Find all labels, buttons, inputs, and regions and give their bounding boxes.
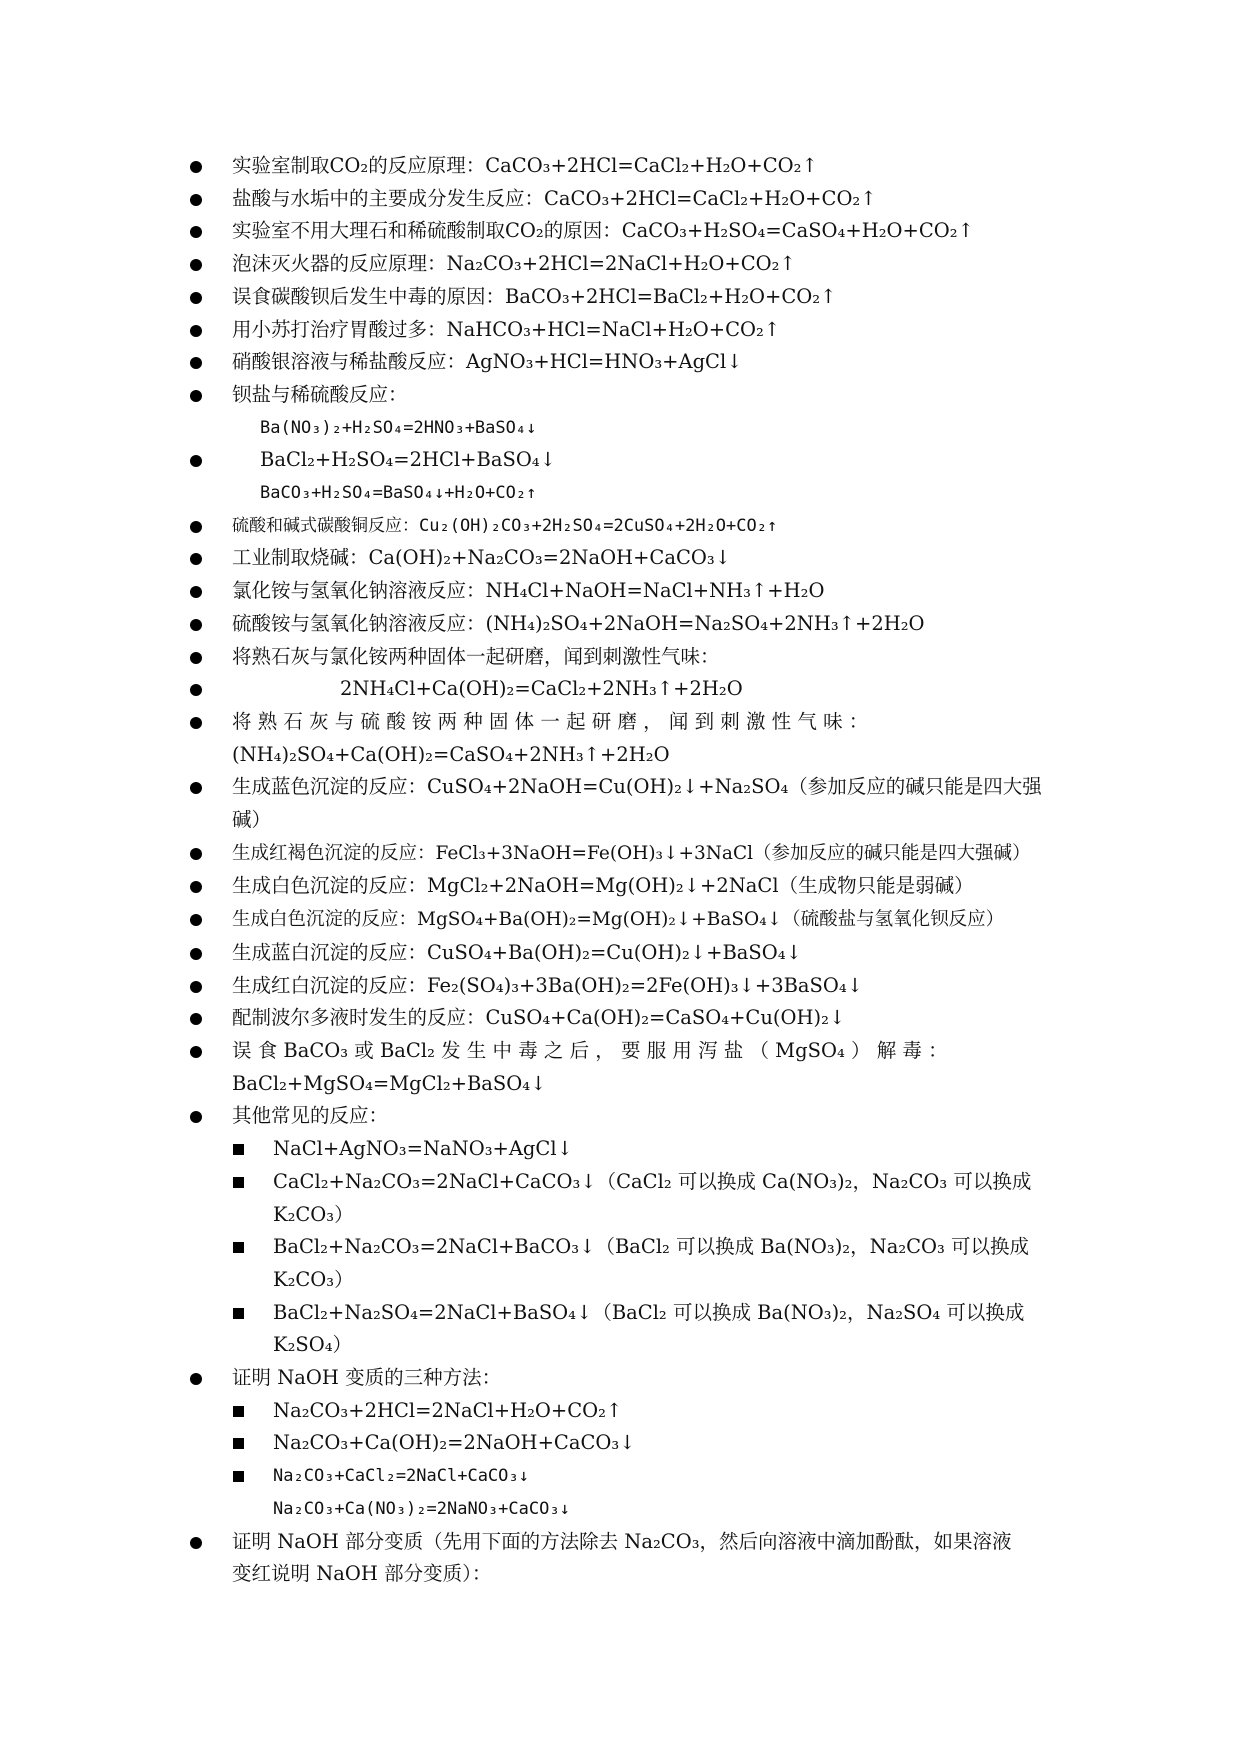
sub-item-text: BaCl₂+Na₂CO₃=2NaCl+BaCO₃↓（BaCl₂ 可以换成 Ba(NO₃)₂，Na₂CO₃ 可以换成 xyxy=(273,1235,1030,1259)
sub-item-text: CaCl₂+Na₂CO₃=2NaCl+CaCO₃↓（CaCl₂ 可以换成 Ca(NO₃)₂，Na₂CO₃ 可以换成 xyxy=(273,1169,1032,1193)
sub-list-item xyxy=(185,1427,1075,1460)
item-text: 将 熟 石 灰 与 硫 酸 铵 两 种 固 体 一 起 研 磨 ， 闻 到 刺 激 性 气 味 ： xyxy=(232,709,869,733)
bullet xyxy=(190,1537,202,1549)
square-bullet xyxy=(233,1177,244,1188)
item-text: 硫酸铵与氢氧化钠溶液反应：(NH₄)₂SO₄+2NaOH=Na₂SO₄+2NH₃↑+2H₂O xyxy=(232,611,925,635)
list-item xyxy=(185,575,1075,608)
sub-list-item xyxy=(185,1133,1075,1166)
list-item xyxy=(185,150,1075,183)
bullet xyxy=(190,455,202,467)
sub-item-text: Na₂CO₃+Ca(NO₃)₂=2NaNO₃+CaCO₃↓ xyxy=(273,1498,570,1519)
square-bullet xyxy=(233,1471,244,1482)
bullet xyxy=(190,161,202,173)
bullet xyxy=(190,226,202,238)
item-text: 配制波尔多液时发生的反应：CuSO₄+Ca(OH)₂=CaSO₄+Cu(OH)₂↓ xyxy=(232,1006,846,1030)
bullet xyxy=(190,848,202,860)
sub-item-continuation xyxy=(185,1264,1075,1297)
bullet xyxy=(190,1046,202,1058)
square-bullet xyxy=(233,1308,244,1319)
sub-list-item xyxy=(185,1460,1075,1493)
list-item xyxy=(185,937,1075,970)
sub-item-text: BaCl₂+Na₂SO₄=2NaCl+BaSO₄↓（BaCl₂ 可以换成 Ba(NO₃)₂，Na₂SO₄ 可以换成 xyxy=(273,1300,1025,1324)
bullet xyxy=(190,881,202,893)
bullet xyxy=(190,914,202,926)
bullet xyxy=(190,619,202,631)
list-item xyxy=(185,183,1075,216)
square-bullet xyxy=(233,1144,244,1155)
bullet xyxy=(190,717,202,729)
list-item xyxy=(185,444,1075,477)
item-text: 实验室不用大理石和稀硫酸制取CO₂的原因：CaCO₃+H₂SO₄=CaSO₄+H₂O+CO₂↑ xyxy=(232,219,974,243)
list-item xyxy=(185,870,1075,903)
list-item xyxy=(185,510,1075,543)
sub-list-item xyxy=(185,1231,1075,1264)
list-item xyxy=(185,215,1075,248)
bullet xyxy=(190,521,202,533)
item-text: 生成白色沉淀的反应：MgCl₂+2NaOH=Mg(OH)₂↓+2NaCl（生成物只能是弱碱） xyxy=(232,874,974,898)
item-text: 证明 NaOH 部分变质（先用下面的方法除去 Na₂CO₃，然后向溶液中滴加酚酞，如果溶液 xyxy=(232,1529,1012,1553)
item-text: 生成白色沉淀的反应：MgSO₄+Ba(OH)₂=Mg(OH)₂↓+BaSO₄↓（硫酸盐与氢氧化钡反应） xyxy=(232,909,1005,931)
sub-list-item xyxy=(185,1166,1075,1199)
sub-item-text: Na₂CO₃+2HCl=2NaCl+H₂O+CO₂↑ xyxy=(273,1398,623,1422)
equation-text: (NH₄)₂SO₄+Ca(OH)₂=CaSO₄+2NH₃↑+2H₂O xyxy=(232,742,670,766)
bullet xyxy=(190,684,202,696)
item-continuation xyxy=(185,739,1075,772)
reaction-list xyxy=(185,150,1075,1591)
item-text: 变红说明 NaOH 部分变质）： xyxy=(232,1562,492,1586)
list-item xyxy=(185,314,1075,347)
list-item xyxy=(185,281,1075,314)
sub-item-text: K₂SO₄） xyxy=(273,1333,353,1357)
bullet xyxy=(190,390,202,402)
bullet xyxy=(190,652,202,664)
sub-item-continuation xyxy=(185,1199,1075,1232)
item-text: 将熟石灰与氯化铵两种固体一起研磨，闻到刺激性气味： xyxy=(232,644,720,668)
list-item xyxy=(185,1035,1075,1068)
item-continuation xyxy=(185,1558,1075,1591)
square-bullet xyxy=(233,1438,244,1449)
equation-text: Ba(NO₃)₂+H₂SO₄=2HNO₃+BaSO₄↓ xyxy=(260,417,537,438)
sub-item-text: Na₂CO₃+CaCl₂=2NaCl+CaCO₃↓ xyxy=(273,1466,529,1487)
item-text: 2NH₄Cl+Ca(OH)₂=CaCl₂+2NH₃↑+2H₂O xyxy=(340,677,743,701)
bullet xyxy=(190,782,202,794)
bullet xyxy=(190,292,202,304)
sub-item-continuation xyxy=(185,1493,1075,1526)
sub-item-continuation xyxy=(185,1329,1075,1362)
bullet xyxy=(190,259,202,271)
equation-text: BaCO₃+H₂SO₄=BaSO₄↓+H₂O+CO₂↑ xyxy=(260,483,537,504)
item-text: 硝酸银溶液与稀盐酸反应：AgNO₃+HCl=HNO₃+AgCl↓ xyxy=(232,350,743,374)
list-item xyxy=(185,248,1075,281)
list-item xyxy=(185,608,1075,641)
item-text: 硫酸和碱式碳酸铜反应：Cu₂(OH)₂CO₃+2H₂SO₄=2CuSO₄+2H₂O+CO₂↑ xyxy=(232,515,778,536)
list-item xyxy=(185,1362,1075,1395)
bullet xyxy=(190,948,202,960)
item-text: BaCl₂+H₂SO₄=2HCl+BaSO₄↓ xyxy=(260,448,556,472)
item-text: 误食碳酸钡后发生中毒的原因：BaCO₃+2HCl=BaCl₂+H₂O+CO₂↑ xyxy=(232,284,837,308)
bullet xyxy=(190,981,202,993)
list-item xyxy=(185,542,1075,575)
item-text: 碱） xyxy=(232,808,272,832)
item-text: 生成蓝白沉淀的反应：CuSO₄+Ba(OH)₂=Cu(OH)₂↓+BaSO₄↓ xyxy=(232,940,802,964)
item-text: 误 食 BaCO₃ 或 BaCl₂ 发 生 中 毒 之 后 ， 要 服 用 泻 盐 （ MgSO₄ ） 解 毒 ： xyxy=(232,1038,948,1062)
list-item xyxy=(185,903,1075,937)
bullet xyxy=(190,194,202,206)
list-item xyxy=(185,837,1075,871)
list-item xyxy=(185,379,1075,412)
bullet xyxy=(190,1373,202,1385)
sub-item-text: K₂CO₃） xyxy=(273,1267,354,1291)
item-continuation xyxy=(185,412,1075,445)
item-continuation xyxy=(185,477,1075,510)
bullet xyxy=(190,325,202,337)
bullet xyxy=(190,1111,202,1123)
square-bullet xyxy=(233,1242,244,1253)
item-text: 钡盐与稀硫酸反应： xyxy=(232,382,408,406)
item-text: 生成红白沉淀的反应：Fe₂(SO₄)₃+3Ba(OH)₂=2Fe(OH)₃↓+3BaSO₄↓ xyxy=(232,973,864,997)
item-text: 盐酸与水垢中的主要成分发生反应：CaCO₃+2HCl=CaCl₂+H₂O+CO₂↑ xyxy=(232,186,877,210)
bullet xyxy=(190,357,202,369)
list-item xyxy=(185,641,1075,674)
sub-item-text: K₂CO₃） xyxy=(273,1202,354,1226)
list-item xyxy=(185,673,1075,706)
item-text: 证明 NaOH 变质的三种方法： xyxy=(232,1366,502,1390)
sub-list-item xyxy=(185,1297,1075,1330)
item-text: 氯化铵与氢氧化钠溶液反应：NH₄Cl+NaOH=NaCl+NH₃↑+H₂O xyxy=(232,579,825,603)
item-text: 实验室制取CO₂的反应原理：CaCO₃+2HCl=CaCl₂+H₂O+CO₂↑ xyxy=(232,154,818,177)
bullet xyxy=(190,586,202,598)
list-item xyxy=(185,1100,1075,1133)
list-item xyxy=(185,970,1075,1003)
item-text: 泡沫灭火器的反应原理：Na₂CO₃+2HCl=2NaCl+H₂O+CO₂↑ xyxy=(232,252,796,276)
equation-text: BaCl₂+MgSO₄=MgCl₂+BaSO₄↓ xyxy=(232,1071,547,1095)
sub-list-item xyxy=(185,1395,1075,1428)
item-text: 生成红褐色沉淀的反应：FeCl₃+3NaOH=Fe(OH)₃↓+3NaCl（参加反应的碱只能是四大强碱） xyxy=(232,842,1031,864)
sub-item-text: Na₂CO₃+Ca(OH)₂=2NaOH+CaCO₃↓ xyxy=(273,1431,636,1455)
list-item xyxy=(185,706,1075,739)
item-continuation xyxy=(185,804,1075,837)
item-text: 生成蓝色沉淀的反应：CuSO₄+2NaOH=Cu(OH)₂↓+Na₂SO₄（参加反应的碱只能是四大强 xyxy=(232,775,1042,799)
bullet xyxy=(190,1013,202,1025)
item-text: 用小苏打治疗胃酸过多：NaHCO₃+HCl=NaCl+H₂O+CO₂↑ xyxy=(232,317,781,341)
list-item xyxy=(185,1526,1075,1559)
list-item xyxy=(185,771,1075,804)
square-bullet xyxy=(233,1406,244,1417)
item-text: 工业制取烧碱：Ca(OH)₂+Na₂CO₃=2NaOH+CaCO₃↓ xyxy=(232,546,732,570)
sub-item-text: NaCl+AgNO₃=NaNO₃+AgCl↓ xyxy=(273,1137,573,1161)
list-item xyxy=(185,1002,1075,1035)
item-continuation xyxy=(185,1068,1075,1101)
item-text: 其他常见的反应： xyxy=(232,1104,389,1128)
bullet xyxy=(190,553,202,565)
list-item xyxy=(185,346,1075,379)
